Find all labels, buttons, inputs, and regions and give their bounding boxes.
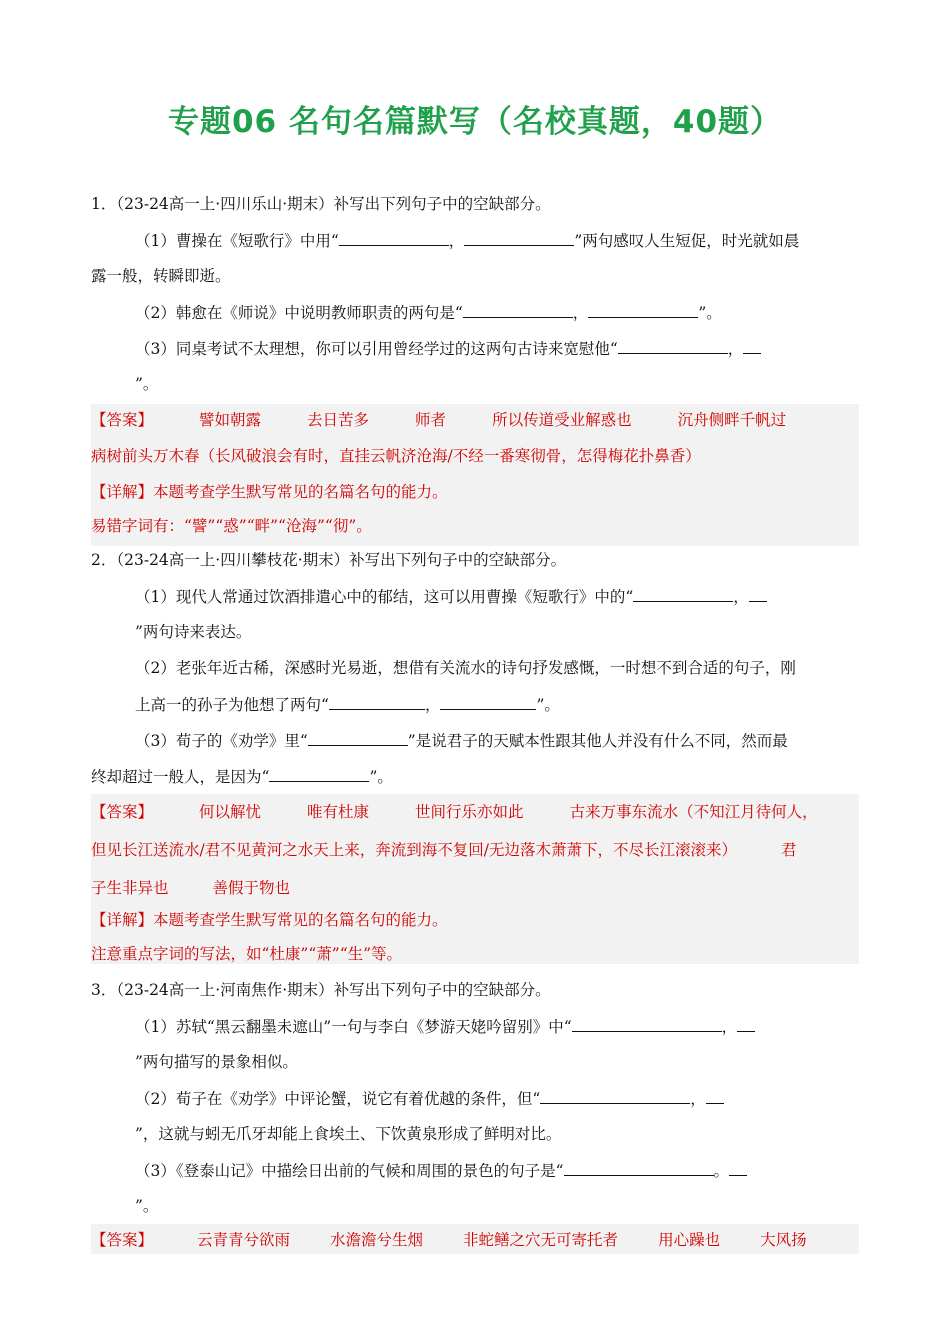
q1-p1-text-a: （1）曹操在《短歌行》中用“ <box>135 232 339 250</box>
q1-p2-text-a: （2）韩愈在《师说》中说明教师职责的两句是“ <box>135 304 463 322</box>
answer-blank[interactable] <box>737 1016 755 1032</box>
answer-item: 善假于物也 <box>212 879 291 897</box>
answer-blank[interactable] <box>329 694 425 710</box>
q3-p3-text-c: ”。 <box>135 1197 159 1215</box>
question-3-part-1 <box>135 1016 755 1037</box>
q1-p3-text-c: ”。 <box>135 375 159 393</box>
q2-p2-text-b: 上高一的孙子为他想了两句“ <box>135 696 329 714</box>
note-text: 易错字词有：“譬”“惑”“畔”“沧海”“彻”。 <box>91 517 372 535</box>
comma: ， <box>424 696 441 714</box>
answer-item: 但见长江送流水/君不见黄河之水天上来，奔流到海不复回/无边落木萧萧下，不尽长江滚滚来） <box>91 841 737 859</box>
comma: ， <box>733 588 749 606</box>
period: 。 <box>713 1162 730 1180</box>
q1-p1-text-b: ”两句感叹人生短促，时光就如晨 <box>574 232 800 250</box>
comma: ， <box>727 340 744 358</box>
answer-blank[interactable] <box>463 302 573 318</box>
answer-blank[interactable] <box>339 230 449 246</box>
question-1-part-1 <box>135 230 799 251</box>
comma: ， <box>572 304 589 322</box>
detail-text: 【详解】本题考查学生默写常见的名篇名句的能力。 <box>91 911 448 929</box>
answer-blank[interactable] <box>308 730 408 746</box>
q2-p2-text-a: （2）老张年近古稀，深感时光易逝，想借有关流水的诗句抒发感慨，一时想不到合适的句子，刚 <box>135 659 796 677</box>
answer-item: 所以传道受业解惑也 <box>492 411 632 429</box>
answer-item: 君 <box>780 841 797 859</box>
comma: ， <box>690 1090 706 1108</box>
answer-item: 古来万事东流水（不知江月待何人， <box>569 803 818 821</box>
q1-p1-text-c: 露一般，转瞬即逝。 <box>91 267 231 285</box>
question-1-part-2 <box>135 302 722 323</box>
answer-blank[interactable] <box>633 586 733 602</box>
q2-p2-text-c: ”。 <box>536 696 560 714</box>
q2-p1-text-c: ”两句诗来表达。 <box>135 623 252 641</box>
q3-p2-text-a: （2）荀子在《劝学》中评论蟹，说它有着优越的条件，但“ <box>135 1090 541 1108</box>
answer-blank[interactable] <box>749 586 767 602</box>
answer-blank[interactable] <box>464 230 574 246</box>
answer-item: 师者 <box>415 411 447 429</box>
answer-label: 【答案】 <box>91 1231 154 1249</box>
answer-item: 沉舟侧畔千帆过 <box>677 411 787 429</box>
question-3-stem: 3．（23-24高一上·河南焦作·期末）补写出下列句子中的空缺部分。 <box>91 981 551 999</box>
q3-p1-text-a: （1）苏轼“黑云翻墨未遮山”一句与李白《梦游天姥吟留别》中“ <box>135 1018 572 1036</box>
answer-item: 何以解忧 <box>199 803 262 821</box>
q3-p2-text-c: ”，这就与蚓无爪牙却能上食埃土、下饮黄泉形成了鲜明对比。 <box>135 1125 562 1143</box>
answer-item: 用心躁也 <box>658 1231 721 1249</box>
answer-line-3 <box>91 878 290 898</box>
page-title: 专题06 名句名篇默写（名校真题，40题） <box>167 104 783 140</box>
answer-item: 大风扬 <box>760 1231 807 1249</box>
answer-blank[interactable] <box>743 338 761 354</box>
answer-blank[interactable] <box>706 1088 724 1104</box>
answer-blank[interactable] <box>729 1160 747 1176</box>
question-1-stem: 1．（23-24高一上·四川乐山·期末）补写出下列句子中的空缺部分。 <box>91 195 551 213</box>
q3-p3-text-a: （3）《登泰山记》中描绘日出前的气候和周围的景色的句子是“ <box>135 1162 564 1180</box>
answer-item: 世间行乐亦如此 <box>415 803 524 821</box>
detail-text: 【详解】本题考查学生默写常见的名篇名句的能力。 <box>91 483 448 501</box>
answer-label: 【答案】 <box>91 411 154 429</box>
q3-p1-text-c: ”两句描写的景象相似。 <box>135 1053 298 1071</box>
q2-p3-text-d: ”。 <box>369 768 393 786</box>
q1-p2-text-b: ”。 <box>698 304 722 322</box>
answer-item: 唯有杜康 <box>307 803 370 821</box>
q1-p3-text-a: （3）同桌考试不太理想，你可以引用曾经学过的这两句古诗来宽慰他“ <box>135 340 618 358</box>
note-text: 注意重点字词的写法，如“杜康”“萧”“生”等。 <box>91 945 403 963</box>
q2-p3-text-c: 终却超过一般人，是因为“ <box>91 768 270 786</box>
answer-item: 非蛇鳝之穴无可寄托者 <box>463 1231 619 1249</box>
answer-label: 【答案】 <box>91 803 154 821</box>
q2-p3-text-b: ”是说君子的天赋本性跟其他人并没有什么不同，然而最 <box>407 732 788 750</box>
q2-p1-text-a: （1）现代人常通过饮酒排遣心中的郁结，这可以用曹操《短歌行》中的“ <box>135 588 634 606</box>
question-2-stem: 2．（23-24高一上·四川攀枝花·期末）补写出下列句子中的空缺部分。 <box>91 551 567 569</box>
answer-line-1 <box>91 410 786 430</box>
answer-item: 去日苦多 <box>307 411 370 429</box>
answer-blank[interactable] <box>618 338 728 354</box>
question-2-part-3-cont <box>91 766 393 787</box>
answer-item: 子生非异也 <box>91 879 169 897</box>
question-2-part-1 <box>135 586 767 607</box>
answer-blank[interactable] <box>572 1016 722 1032</box>
comma: ， <box>448 232 465 250</box>
answer-line-1 <box>91 1230 807 1250</box>
question-1-part-3 <box>135 338 761 359</box>
answer-line-2 <box>91 840 796 860</box>
answer-item: 病树前头万木春（长风破浪会有时，直挂云帆济沧海/不经一番寒彻骨，怎得梅花扑鼻香） <box>91 447 701 465</box>
comma: ， <box>721 1018 738 1036</box>
question-3-part-3 <box>135 1160 747 1181</box>
answer-item: 云青青兮欲雨 <box>197 1231 291 1249</box>
q2-p3-text-a: （3）荀子的《劝学》里“ <box>135 732 308 750</box>
answer-item: 水澹澹兮生烟 <box>330 1231 424 1249</box>
question-3-part-2 <box>135 1088 724 1109</box>
question-2-part-3 <box>135 730 788 751</box>
answer-blank[interactable] <box>588 302 698 318</box>
answer-line-1 <box>91 802 818 822</box>
answer-blank[interactable] <box>564 1160 714 1176</box>
answer-blank[interactable] <box>269 766 369 782</box>
answer-item: 譬如朝露 <box>199 411 262 429</box>
question-2-part-2 <box>135 694 560 715</box>
answer-blank[interactable] <box>440 694 536 710</box>
answer-blank[interactable] <box>540 1088 690 1104</box>
